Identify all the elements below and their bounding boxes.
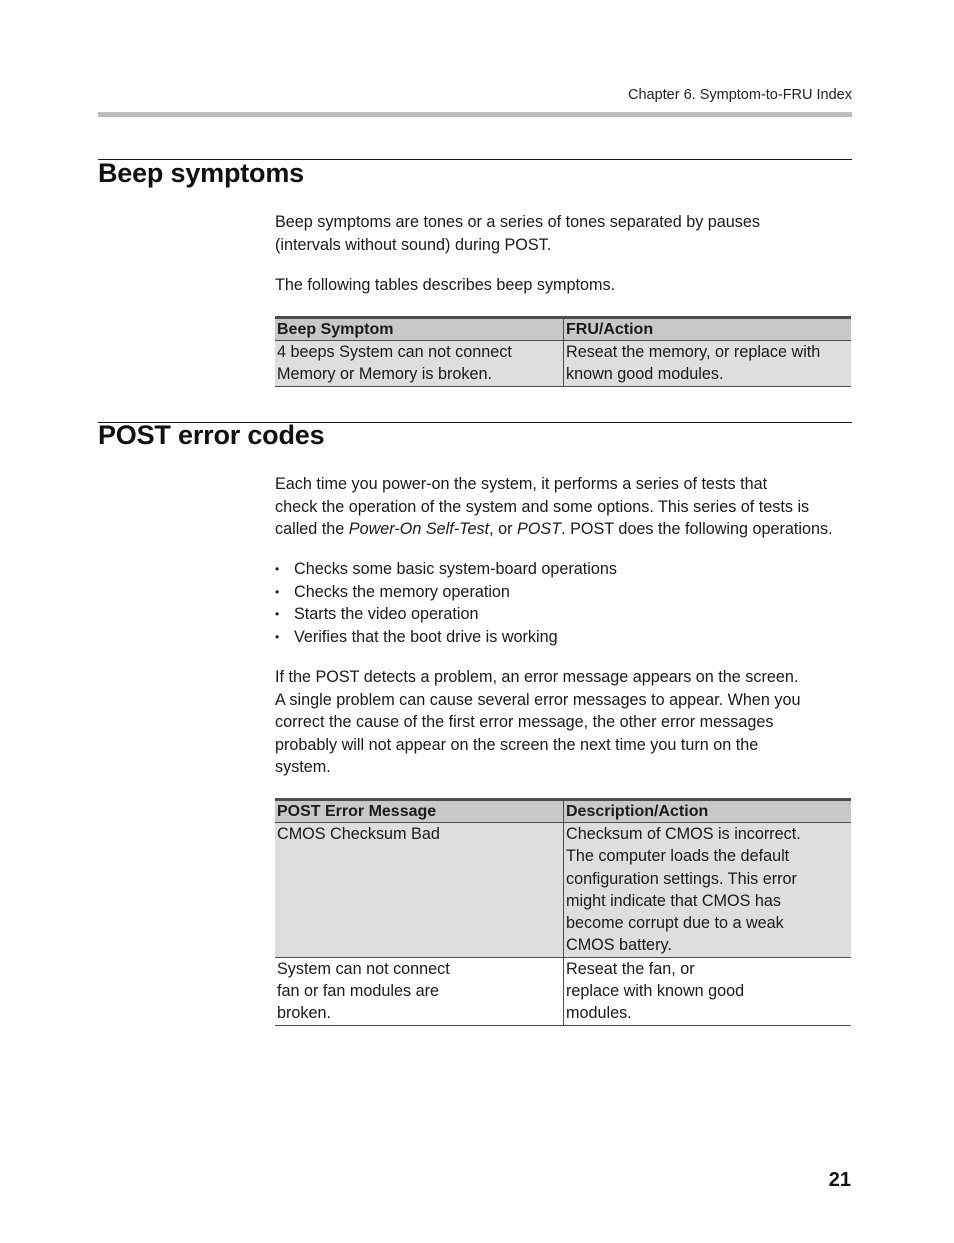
header-rule <box>98 112 852 117</box>
post-error-table <box>275 798 851 1026</box>
post-intro-line: Each time you power-on the system, it performs a series of tests that <box>275 475 768 493</box>
list-item: • Checks the memory operation <box>275 581 855 604</box>
post-operations-list <box>275 558 855 648</box>
col-header-description-action: Description/Action <box>564 800 852 823</box>
paragraph-line: system. <box>275 758 331 776</box>
cell-line: might indicate that CMOS has <box>566 891 782 910</box>
cell-line: System can not connect <box>277 959 450 978</box>
beep-section-title: Beep symptoms <box>98 158 304 188</box>
cell-line: broken. <box>277 1004 331 1023</box>
description-action-cell <box>564 957 852 1025</box>
beep-symptom-cell <box>275 341 564 387</box>
cell-line: Memory or Memory is broken. <box>277 365 492 384</box>
table-header-row <box>275 800 851 823</box>
beep-symptoms-table <box>275 316 851 387</box>
paragraph-line: A single problem can cause several error messages to appear. When you <box>275 690 801 709</box>
table-row <box>275 341 851 387</box>
cell-line: configuration settings. This error <box>566 869 797 888</box>
cell-line: fan or fan modules are <box>277 982 439 1001</box>
post-term-italic: Power-On Self-Test <box>348 520 490 538</box>
cell-line: replace with known good <box>566 982 745 1001</box>
error-message-cell <box>275 957 564 1025</box>
post-intro-line: check the operation of the system and some options. This series of tests is <box>275 497 810 516</box>
beep-intro-line: Beep symptoms are tones or a series of tones separated by pauses <box>275 213 760 231</box>
cell-line: Reseat the fan, or <box>566 959 695 978</box>
error-message-cell <box>275 823 564 958</box>
cell-line: become corrupt due to a weak <box>566 914 784 933</box>
running-header: Chapter 6. Symptom-to-FRU Index <box>627 87 852 103</box>
cell-line: 4 beeps System can not connect <box>277 343 512 361</box>
post-intro-text: , or <box>489 520 518 538</box>
cell-line: CMOS battery. <box>566 936 672 955</box>
fru-action-cell <box>564 341 852 387</box>
post-detection-paragraph <box>275 666 855 779</box>
table-row <box>275 823 851 958</box>
cell-line: Reseat the memory, or replace with <box>566 343 821 361</box>
post-intro-text: . POST does the following operations. <box>561 520 833 538</box>
list-item: • Verifies that the boot drive is working <box>275 626 855 649</box>
beep-intro-line: (intervals without sound) during POST. <box>275 235 552 254</box>
cell-line: CMOS Checksum Bad <box>277 825 440 843</box>
paragraph-line: If the POST detects a problem, an error message appears on the screen. <box>275 668 799 686</box>
paragraph-line: probably will not appear on the screen the next time you turn on the <box>275 735 759 754</box>
list-item: • Starts the video operation <box>275 603 855 626</box>
cell-line: Checksum of CMOS is incorrect. <box>566 825 801 843</box>
table-row <box>275 957 851 1025</box>
post-intro-text: called the <box>275 520 349 538</box>
table-header-row <box>275 318 851 341</box>
post-intro-paragraph <box>275 473 855 541</box>
post-acronym-italic: POST <box>517 520 562 538</box>
post-section-title: POST error codes <box>98 420 325 450</box>
cell-line: modules. <box>566 1004 632 1023</box>
list-item: • Checks some basic system-board operations <box>275 558 855 581</box>
page-number: 21 <box>828 1169 851 1191</box>
beep-table-intro: The following tables describes beep symptoms. <box>275 276 616 294</box>
col-header-fru-action: FRU/Action <box>564 318 852 341</box>
beep-intro-paragraph <box>275 211 855 256</box>
description-action-cell <box>564 823 852 958</box>
col-header-post-error-message: POST Error Message <box>275 800 564 823</box>
col-header-beep-symptom: Beep Symptom <box>275 318 564 341</box>
cell-line: The computer loads the default <box>566 847 790 866</box>
cell-line: known good modules. <box>566 365 724 384</box>
paragraph-line: correct the cause of the first error message, the other error messages <box>275 713 774 731</box>
